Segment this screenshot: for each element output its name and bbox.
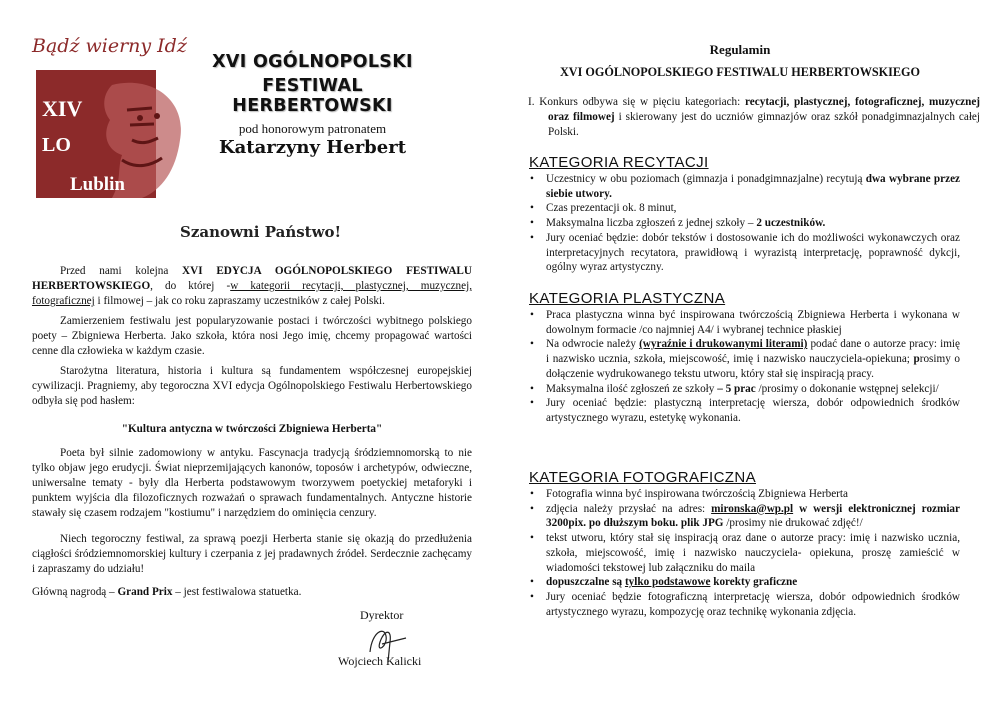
logo-motto xyxy=(30,28,187,62)
category-photo-list xyxy=(528,487,960,619)
purpose-paragraph: Zamierzeniem festiwalu jest popularyzowanie postaci i twórczości wybitnego polskiego poety – Zbigniewa Herberta. Jako szkoła, która nosi Jego imię, chcemy propagować wartości cenne dla człowieka w każdym czasie. xyxy=(32,315,472,357)
list-item: • Fotografia winna być inspirowana twórczością Zbigniewa Herberta xyxy=(530,488,848,500)
intro-categories-bold: recytacji, plastycznej, fotograficznej, muzycznej oraz filmowej xyxy=(548,96,981,123)
item-text: /prosimy nie drukować zdjęć!/ xyxy=(723,517,863,530)
intro-text-a: I. Konkurs odbywa się w pięciu kategoriach: xyxy=(528,96,746,108)
item-bold-underlined: tylko podstawowe xyxy=(624,576,711,589)
list-item: • Czas prezentacji ok. 8 minut, xyxy=(530,202,677,215)
school-logo xyxy=(36,70,156,198)
item-text: /prosimy o dokonanie wstępnej selekcji/ xyxy=(755,382,939,395)
antiquity-paragraph: Starożytna literatura, historia i kultura są fundamentem współczesnej europejskiej cywilizacji. Pragniemy, aby tegoroczna XVI edycja Ogólnopolskiego Festiwalu Herbertowskiego odbyła się pod hasłem: xyxy=(32,365,472,407)
regulations-subtitle: XVI OGÓLNOPOLSKIEGO FESTIWALU HERBERTOWSKIEGO xyxy=(560,65,920,79)
list-item: • dopuszczalne są tylko podstawowe korekty graficzne xyxy=(530,576,798,589)
festival-slogan: "Kultura antyczna w twórczości Zbigniewa Herberta" xyxy=(121,423,383,435)
festival-title-line1: XVI OGÓLNOPOLSKI xyxy=(212,52,413,72)
list-item: • Jury oceniać będzie fotograficzną interpretację wiersza, dobór odpowiednich środków artystycznego wyrazu, kompozycję oraz technikę wykonania zdjęcia. xyxy=(530,590,960,618)
patron-name: Katarzyny Herbert xyxy=(218,137,407,158)
list-item: • Praca plastyczna winna być inspirowana twórczością Zbigniewa Herberta i wykonana w dowolnym formacie /co najmniej A4/ i wybranej technice płaskiej xyxy=(530,309,960,336)
category-recitation-list xyxy=(528,172,960,275)
list-item: • Maksymalna ilość zgłoszeń ze szkoły – 5 prac /prosimy o dokonanie wstępnej selekcji/ xyxy=(530,382,939,395)
item-text: podać dane o autorze pracy: imię i nazwisko ucznia, szkoła, miejscowość, imię i nazwisko nauczyciela-opiekuna; xyxy=(546,338,960,366)
item-text: Fotografia winna być inspirowana twórczością Zbigniewa Herberta xyxy=(546,488,848,500)
director-name: Wojciech Kalicki xyxy=(338,654,422,668)
p1-text-e: i filmowej – jak co roku zapraszamy uczestników z całej Polski. xyxy=(94,295,385,307)
poet-antiquity-paragraph: Poeta był silnie zadomowiony w antyku. Fascynacja tradycją śródziemnomorską to nie tylko objaw jego erudycji. Świat nieprzemijających kanonów, toposów i archetypów, odwieczne, uniwersalne tematy - były dla Herberta podstawowym tworzywem poetyckiej metaforyki i punktem wyjścia dla filozoficznych rozważań o sprawach fundamentalnych. Antyczne historie stawały się czasem rodzajem "kostiumu" i narzędziem do ominięcia cenzury. xyxy=(32,447,472,519)
item-text: Jury oceniać będzie fotograficzną interpretację wiersza, dobór odpowiednich środków artystycznego wyrazu, kompozycję oraz technikę wykonania zdjęcia. xyxy=(546,590,960,618)
prize-text-a: Główną nagrodą – xyxy=(32,586,118,598)
item-text: tekst utworu, który stał się inspiracją oraz dane o autorze pracy: imię i nazwisko ucznia, szkoła, miejscowość, imię i nazwisko nauczyciela- opiekuna, proszę zamieścić w wiadomości tekstowej lub załączniku do maila xyxy=(546,532,960,574)
item-bold: 2 uczestników. xyxy=(756,217,826,230)
list-item: • Maksymalna liczba zgłoszeń z jednej szkoły – 2 uczestników. xyxy=(530,217,826,230)
p1-text-a: Przed nami kolejna xyxy=(60,265,183,277)
item-text: Maksymalna ilość zgłoszeń ze szkoły xyxy=(546,382,718,395)
item-text: Jury oceniać będzie: dobór tekstów i dostosowanie ich do możliwości wykonawczych oraz interpretacyjnych recytatora, prawidłową i wyrazistą interpretację, poprawność dykcji, ogólny wyraz artystyczny. xyxy=(546,231,960,274)
prize-paragraph xyxy=(32,585,472,600)
list-item: • Uczestnicy w obu poziomach (gimnazja i ponadgimnazjalne) recytują dwa wybrane przez siebie utwory. xyxy=(530,173,960,200)
greeting: Szanowni Państwo! xyxy=(180,223,342,241)
list-item: • Jury oceniać będzie: plastyczną interpretację wiersza, dobór odpowiednich środków artystycznego wyrazu, estetykę wykonania. xyxy=(530,397,960,424)
category-art-heading: KATEGORIA PLASTYCZNA xyxy=(529,290,726,307)
item-text: Na odwrocie należy xyxy=(546,338,640,351)
invitation-paragraph: Niech tegoroczny festiwal, za sprawą poezji Herberta stanie się okazją do przedłużenia ciągłości śródziemnomorskiej kultury i czerpania z jej pradawnych źródeł. Serdecznie zachęcamy i zapraszamy do udziału! xyxy=(32,533,472,575)
p1-edition-bold: XVI EDYCJA OGÓLNOPOLSKIEGO FESTIWALU HERBERTOWSKIEGO xyxy=(32,265,472,292)
item-text: zdjęcia należy przysłać na adres: xyxy=(546,502,712,515)
list-item: • tekst utworu, który stał się inspiracją oraz dane o autorze pracy: imię i nazwisko ucznia, szkoła, miejscowość, imię i nazwisko nauczyciela- opiekuna, proszę zamieścić w wiadomości tekstowej lub załączniku do maila xyxy=(530,532,960,574)
regulations-intro xyxy=(528,95,980,140)
logo-motto-text: Bądź wierny Idź xyxy=(32,35,187,57)
item-bold: p xyxy=(913,353,920,366)
item-text: Uczestnicy w obu poziomach (gimnazja i ponadgimnazjalne) recytują xyxy=(546,173,866,185)
category-photo-heading: KATEGORIA FOTOGRAFICZNA xyxy=(529,469,757,486)
item-text: Jury oceniać będzie: plastyczną interpretację wiersza, dobór odpowiednich środków artystycznego wyrazu, estetykę wykonania. xyxy=(546,397,960,424)
item-bold: – 5 prac xyxy=(717,382,756,395)
festival-title-line2: FESTIWAL HERBERTOWSKI xyxy=(232,76,393,116)
p1-text-c: , do której - xyxy=(150,280,231,292)
patronage-label: pod honorowym patronatem xyxy=(238,121,387,136)
intro-text-c: i skierowany jest do uczniów gimnazjów oraz szkół ponadgimnazjalnych całej Polski. xyxy=(548,111,980,138)
item-text: rosimy o dołączenie wydrukowanego tekstu utworu, który stał się inspiracją pracy. xyxy=(546,353,960,380)
intro-paragraph xyxy=(32,264,472,309)
category-recitation-heading: KATEGORIA RECYTACJI xyxy=(529,154,709,171)
item-bold: korekty graficzne xyxy=(710,576,798,589)
p1-categories-underlined: w kategorii recytacji, plastycznej, muzycznej, fotograficznej xyxy=(32,280,472,307)
grand-prix-bold: Grand Prix xyxy=(117,586,173,598)
regulations-title: Regulamin xyxy=(709,42,771,57)
email-address[interactable]: mironska@wp.pl xyxy=(711,502,794,515)
item-bold: dopuszczalne są xyxy=(546,576,625,589)
list-item: • Na odwrocie należy (wyraźnie i drukowanymi literami) podać dane o autorze pracy: imię i nazwisko ucznia, szkoła, miejscowość, imię i nazwisko nauczyciela-opiekuna; prosimy o dołączenie wydrukowanego tekstu utworu, który stał się inspiracją pracy. xyxy=(530,338,960,380)
item-bold-underlined: (wyraźnie i drukowanymi literami) xyxy=(639,338,808,351)
logo-school-type: LO xyxy=(42,134,71,156)
director-label: Dyrektor xyxy=(360,608,404,622)
category-art-list xyxy=(528,308,960,426)
item-text: Czas prezentacji ok. 8 minut, xyxy=(546,202,677,215)
list-item: • Jury oceniać będzie: dobór tekstów i dostosowanie ich do możliwości wykonawczych oraz interpretacyjnych recytatora, prawidłową i wyrazistą interpretację, poprawność dykcji, ogólny wyraz artystyczny. xyxy=(530,231,960,274)
item-text: Praca plastyczna winna być inspirowana twórczością Zbigniewa Herberta i wykonana w dowolnym formacie /co najmniej A4/ i wybranej technice płaskiej xyxy=(546,309,960,336)
list-item: • zdjęcia należy przysłać na adres: mironska@wp.pl w wersji elektronicznej rozmiar 3200pix. po dłuższym boku. plik JPG /prosimy nie drukować zdjęć!/ xyxy=(530,502,960,530)
item-bold: w wersji elektronicznej rozmiar 3200pix. po dłuższym boku. plik JPG xyxy=(546,502,960,530)
logo-numeral: XIV xyxy=(42,96,83,121)
item-bold: dwa wybrane przez siebie utwory. xyxy=(546,173,960,200)
logo-city: Lublin xyxy=(70,174,125,195)
prize-text-c: – jest festiwalowa statuetka. xyxy=(172,586,302,598)
item-text: Maksymalna liczba zgłoszeń z jednej szkoły – xyxy=(546,217,757,230)
